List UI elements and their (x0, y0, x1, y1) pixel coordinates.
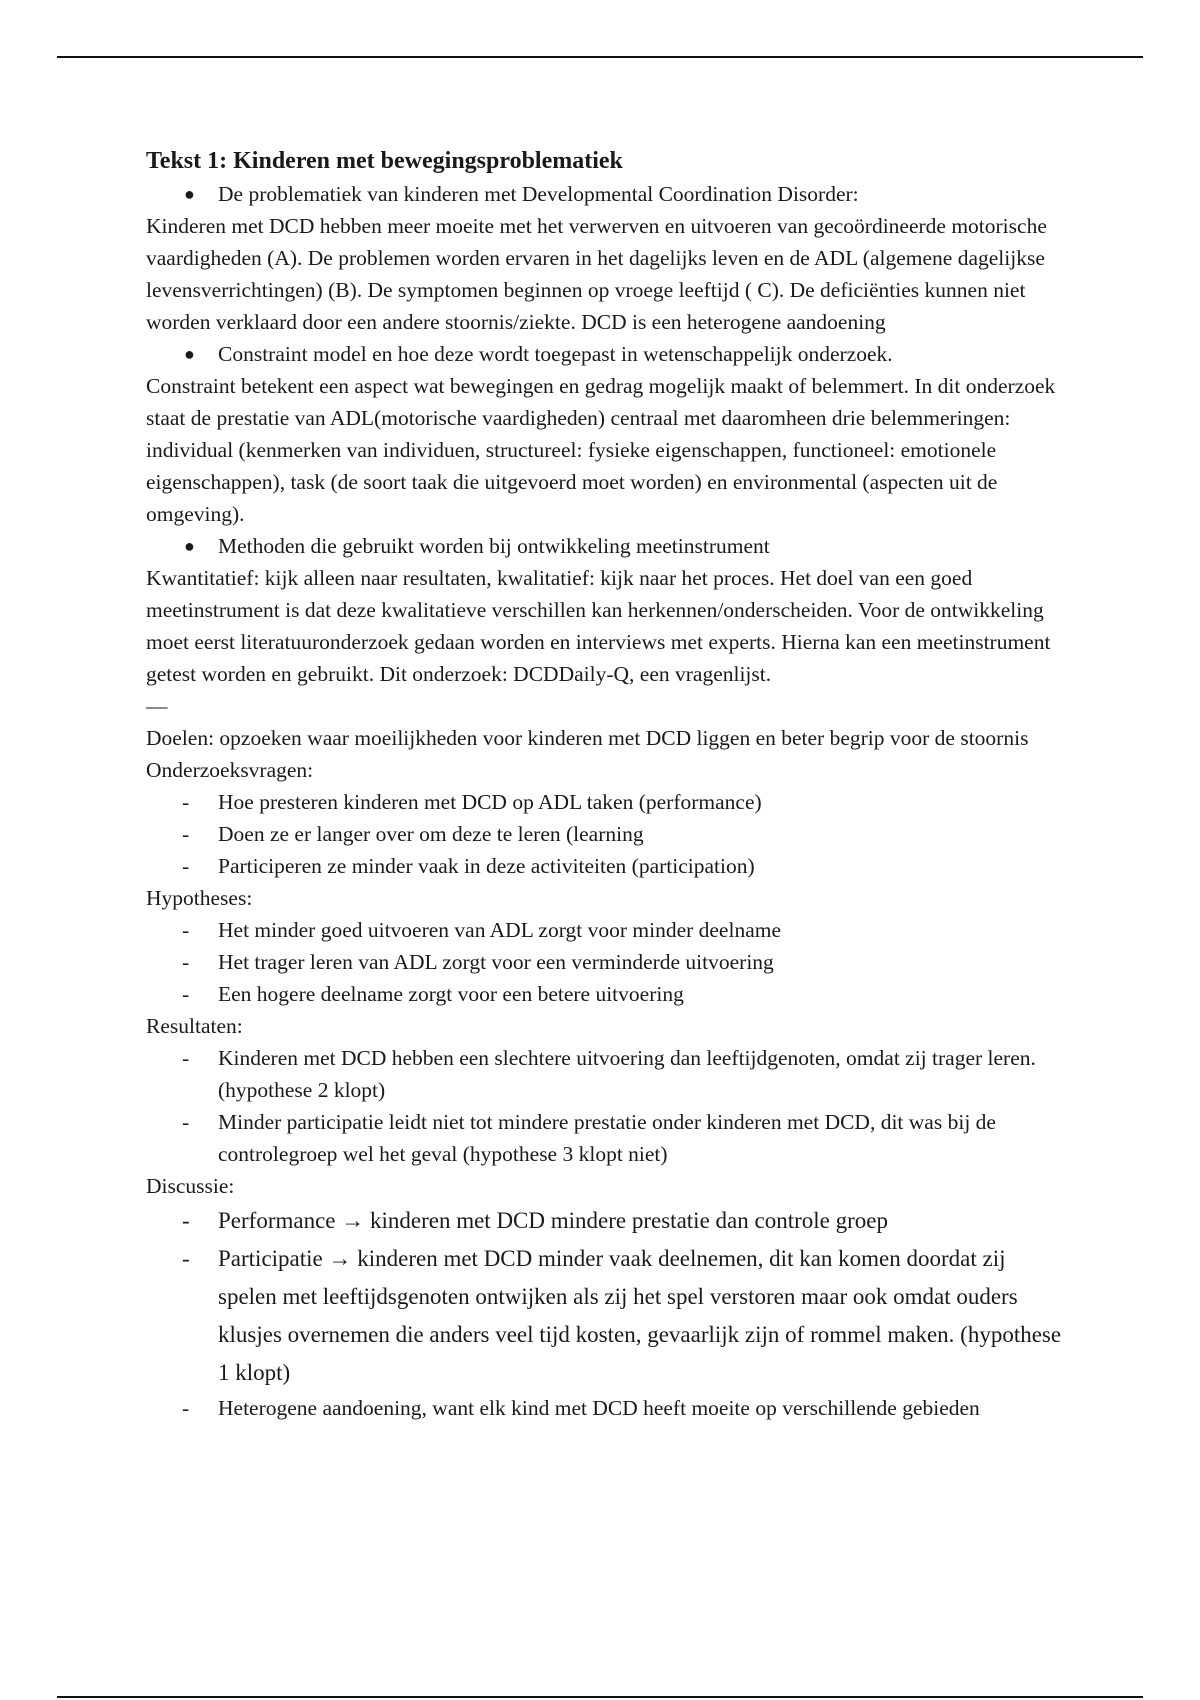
list-item-text: Het minder goed uitvoeren van ADL zorgt voor minder deelname (218, 918, 782, 942)
dash-icon: - (182, 822, 190, 846)
research-questions-list (146, 786, 1066, 882)
list-item (146, 818, 1066, 850)
paragraph-methods: Kwantitatief: kijk alleen naar resultaten, kwalitatief: kijk naar het proces. Het doel van een goed meetinstrument is dat deze kwalitatieve verschillen kan herkennen/onderscheiden. Voor de ontwikkeling moet eerst literatuuronderzoek gedaan worden en interviews met experts. Hierna kan een meetinstrument getest worden en gebruikt. Dit onderzoek: DCDDaily-Q, een vragenlijst. (146, 566, 1051, 686)
hypotheses-list (146, 914, 1066, 1010)
document-title: Tekst 1: Kinderen met bewegingsproblematiek (146, 148, 623, 174)
dash-icon: - (182, 950, 190, 974)
list-item (146, 978, 1066, 1010)
dash-icon: - (182, 1046, 190, 1070)
results-heading: Resultaten: (146, 1014, 243, 1038)
bullet-constraint-model (146, 338, 1066, 370)
document-body (146, 144, 1066, 1424)
dash-icon: - (182, 982, 190, 1006)
list-item (146, 786, 1066, 818)
paragraph-dcd-problems: Kinderen met DCD hebben meer moeite met het verwerven en uitvoeren van gecoördineerde motorische vaardigheden (A). De problemen worden ervaren in het dagelijks leven en de ADL (algemene dagelijkse levensverrichtingen) (B). De symptomen beginnen op vroege leeftijd ( C). De deficiënties kunnen niet worden verklaard door een andere stoornis/ziekte. DCD is een heterogene aandoening (146, 214, 1047, 334)
list-item-text: Participatie → kinderen met DCD minder vaak deelnemen, dit kan komen doordat zij spelen met leeftijdsgenoten ontwijken als zij het spel verstoren maar ook omdat ouders klusjes overnemen die anders veel tijd kosten, gevaarlijk zijn of rommel maken. (hypothese 1 klopt) (218, 1246, 1062, 1385)
bullet-text: Methoden die gebruikt worden bij ontwikkeling meetinstrument (218, 534, 770, 558)
dash-icon: - (182, 854, 190, 878)
bullet-methods (146, 530, 1066, 562)
top-rule (57, 56, 1143, 58)
dash-icon: - (182, 1396, 190, 1420)
list-item (146, 1202, 1066, 1240)
list-item-text: Participeren ze minder vaak in deze activiteiten (participation) (218, 854, 755, 878)
research-questions-heading: Onderzoeksvragen: (146, 758, 314, 782)
discussion-heading: Discussie: (146, 1174, 235, 1198)
bullet-dcd-problems (146, 178, 1066, 210)
list-item-text: Het trager leren van ADL zorgt voor een verminderde uitvoering (218, 950, 774, 974)
dash-icon: - (182, 1110, 190, 1134)
bullet-text: De problematiek van kinderen met Developmental Coordination Disorder: (218, 182, 859, 206)
bullet-text: Constraint model en hoe deze wordt toegepast in wetenschappelijk onderzoek. (218, 342, 893, 366)
separator: — (146, 694, 168, 718)
results-list (146, 1042, 1066, 1170)
list-item (146, 850, 1066, 882)
bottom-rule (57, 1696, 1143, 1698)
dash-icon: - (182, 1208, 190, 1233)
bullet-icon: ● (184, 184, 195, 204)
bullet-icon: ● (184, 536, 195, 556)
list-item-text: Performance → kinderen met DCD mindere prestatie dan controle groep (218, 1208, 888, 1233)
paragraph-goals: Doelen: opzoeken waar moeilijkheden voor kinderen met DCD liggen en beter begrip voor de stoornis (146, 726, 1029, 750)
dash-icon: - (182, 790, 190, 814)
list-item-text: Minder participatie leidt niet tot mindere prestatie onder kinderen met DCD, dit was bij de controlegroep wel het geval (hypothese 3 klopt niet) (218, 1110, 996, 1166)
list-item (146, 1042, 1066, 1106)
list-item-text: Doen ze er langer over om deze te leren (learning (218, 822, 644, 846)
list-item (146, 1240, 1066, 1392)
bullet-icon: ● (184, 344, 195, 364)
list-item-text: Een hogere deelname zorgt voor een betere uitvoering (218, 982, 684, 1006)
list-item (146, 1106, 1066, 1170)
dash-icon: - (182, 1246, 190, 1271)
list-item (146, 946, 1066, 978)
paragraph-constraint-model: Constraint betekent een aspect wat bewegingen en gedrag mogelijk maakt of belemmert. In dit onderzoek staat de prestatie van ADL(motorische vaardigheden) centraal met daaromheen drie belemmeringen: individual (kenmerken van individuen, structureel: fysieke eigenschappen, functioneel: emotionele eigenschappen), task (de soort taak die uitgevoerd moet worden) en environmental (aspecten uit de omgeving). (146, 374, 1056, 526)
list-item-text: Hoe presteren kinderen met DCD op ADL taken (performance) (218, 790, 762, 814)
hypotheses-heading: Hypotheses: (146, 886, 253, 910)
dash-icon: - (182, 918, 190, 942)
list-item (146, 914, 1066, 946)
list-item-text: Heterogene aandoening, want elk kind met DCD heeft moeite op verschillende gebieden (218, 1396, 980, 1420)
list-item-text: Kinderen met DCD hebben een slechtere uitvoering dan leeftijdgenoten, omdat zij trager leren. (hypothese 2 klopt) (218, 1046, 1036, 1102)
list-item (146, 1392, 1066, 1424)
discussion-list (146, 1202, 1066, 1424)
